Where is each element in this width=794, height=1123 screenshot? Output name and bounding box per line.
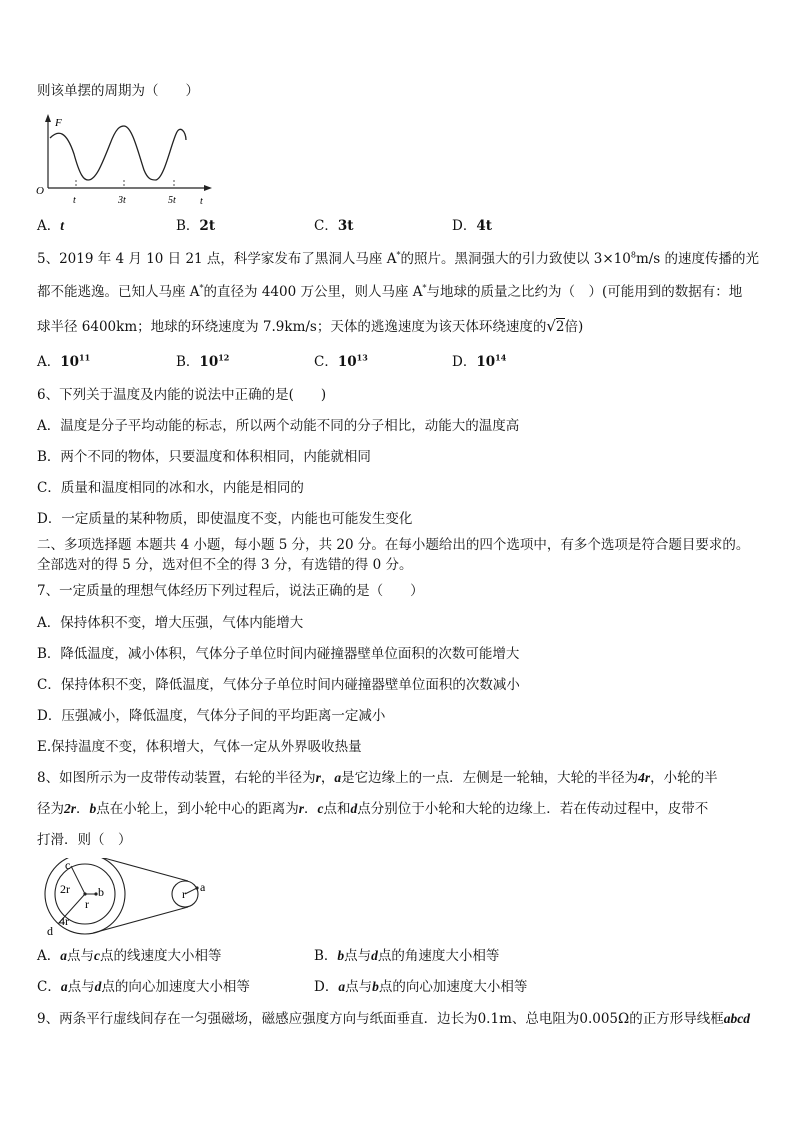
q6-option-a[interactable]: A．温度是分子平均动能的标志，所以两个动能不同的分子相比，动能大的温度高: [37, 418, 520, 434]
q4-option-b[interactable]: B．2t: [176, 218, 216, 234]
q8-label-r-center: r: [85, 897, 89, 911]
q8-option-a[interactable]: A．a点与c点的线速度大小相等: [37, 948, 222, 964]
q5-stem-line-2: 都不能逃逸。已知人马座 A*的直径为 4400 万公里，则人马座 A*与地球的质量之比约为（ ）(可能用到的数据有：地: [37, 283, 743, 300]
q8-label-4r: 4r: [59, 914, 69, 928]
q4-stem-tail: 则该单摆的周期为（ ）: [37, 83, 199, 99]
section2-heading-line-1: 二、多项选择题 本题共 4 小题，每小题 5 分，共 20 分。在每小题给出的四个选项中，有多个选项是符合题目要求的。: [37, 537, 750, 553]
q4-graph-origin: O: [36, 185, 44, 197]
section2-heading-line-2: 全部选对的得 5 分，选对但不全的得 3 分，有选错的得 0 分。: [37, 557, 413, 573]
q5-option-d[interactable]: D．$10^{14}$: [452, 352, 507, 370]
q8-label-d: d: [47, 924, 53, 938]
q4-graph-x-label: t: [200, 196, 203, 206]
q8-label-a: a: [200, 880, 206, 894]
q4-option-a[interactable]: A．t: [37, 218, 65, 234]
q8-option-c[interactable]: C．a点与d点的向心加速度大小相等: [37, 979, 250, 995]
q8-stem-line-2: 径为2r．b点在小轮上，到小轮中心的距离为r．c点和d点分别位于小轮和大轮的边缘上．若在传动过程中，皮带不: [37, 801, 709, 817]
q7-option-a[interactable]: A．保持体积不变，增大压强，气体内能增大: [37, 615, 304, 631]
q8-stem-line-1: 8、如图所示为一皮带传动装置，右轮的半径为r，a是它边缘上的一点．左侧是一轮轴，大轮的半径为4r，小轮的半: [37, 770, 718, 786]
q7-option-e[interactable]: E.保持温度不变，体积增大，气体一定从外界吸收热量: [37, 739, 362, 755]
q6-option-d[interactable]: D．一定质量的某种物质，即使温度不变，内能也可能发生变化: [37, 511, 413, 527]
q8-label-2r: 2r: [60, 882, 70, 896]
q4-option-c[interactable]: C．3t: [314, 218, 354, 234]
q4-force-time-graph: [36, 114, 216, 206]
q9-stem-line-1: 9、两条平行虚线间存在一匀强磁场，磁感应强度方向与纸面垂直．边长为0.1m、总电阻为0.005Ω的正方形导线框abcd: [37, 1011, 750, 1027]
sqrt-symbol: √: [546, 317, 556, 335]
q4-graph-y-label: F: [55, 117, 62, 129]
q5-option-c[interactable]: C．$10^{13}$: [314, 352, 368, 370]
q4-graph-tick-3: 5t: [168, 195, 176, 206]
q4-option-d[interactable]: D．4t: [452, 218, 492, 234]
q8-option-d[interactable]: D．a点与b点的向心加速度大小相等: [314, 979, 528, 995]
q7-option-c[interactable]: C．保持体积不变，降低温度，气体分子单位时间内碰撞器壁单位面积的次数减小: [37, 677, 520, 693]
q4-graph-tick-1: t: [73, 195, 76, 206]
q5-option-b[interactable]: B．$10^{12}$: [176, 352, 230, 370]
q8-belt-drive-figure: [38, 858, 218, 938]
q8-label-b: b: [98, 885, 104, 899]
q5-stem-line-3: 球半径 6400km；地球的环绕速度为 7.9km/s；天体的逃逸速度为该天体环绕速度的√2倍): [37, 317, 584, 335]
q5-stem-line-1: 5、2019 年 4 月 10 日 21 点，科学家发布了黑洞人马座 A*的照片。黑洞强大的引力致使以 $3\times 10^8m/s$ 的速度传播的光: [37, 250, 760, 267]
q7-option-d[interactable]: D．压强减小，降低温度，气体分子间的平均距离一定减小: [37, 708, 386, 724]
q8-stem-line-3: 打滑．则（ ）: [37, 832, 132, 848]
q7-option-b[interactable]: B．降低温度，减小体积，气体分子单位时间内碰撞器壁单位面积的次数可能增大: [37, 646, 520, 662]
q6-stem: 6、下列关于温度及内能的说法中正确的是( ): [37, 387, 327, 403]
q8-label-r-right: r: [182, 887, 186, 901]
q8-option-b[interactable]: B．b点与d点的角速度大小相等: [314, 948, 500, 964]
q4-graph-tick-2: 3t: [118, 195, 126, 206]
q8-label-c: c: [65, 858, 71, 872]
q6-option-c[interactable]: C．质量和温度相同的冰和水，内能是相同的: [37, 480, 304, 496]
q6-option-b[interactable]: B．两个不同的物体，只要温度和体积相同，内能就相同: [37, 449, 371, 465]
q7-stem: 7、一定质量的理想气体经历下列过程后，说法正确的是（ ）: [37, 583, 424, 599]
q5-option-a[interactable]: A．$10^{11}$: [37, 352, 91, 370]
